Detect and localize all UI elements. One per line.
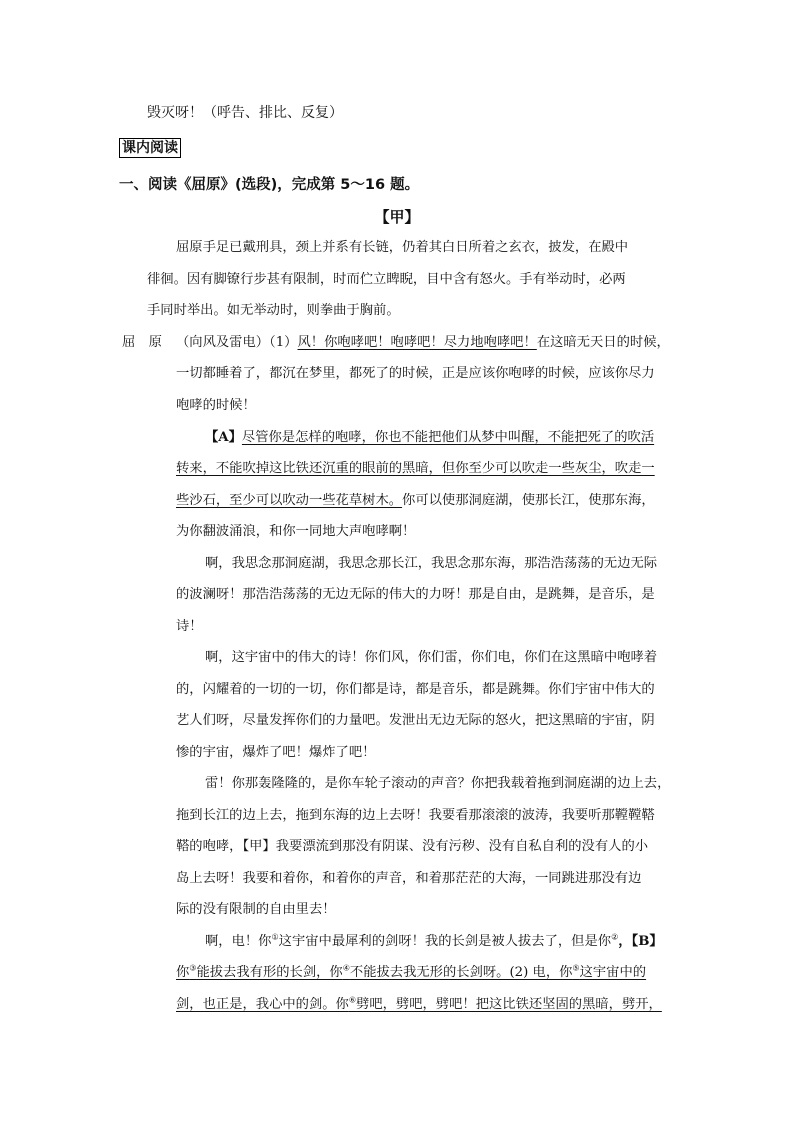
paragraph-4-line-4: 惨的宇宙，爆炸了吧！爆炸了吧！ <box>176 745 376 760</box>
blank-marker-3: ③ <box>189 963 197 973</box>
paragraph-1-line-1 <box>176 333 670 353</box>
section-label: 课内阅读 <box>119 138 181 158</box>
p6-text-h: 劈吧，劈吧，劈吧！把这比铁还坚固的黑暗，劈开， <box>356 997 662 1012</box>
paragraph-1-line-2: 一切都睡着了，都沉在梦里，都死了的时候，正是应该你咆哮的时候，应该你尽力 <box>176 366 655 381</box>
p6-text-c: 你 <box>176 965 190 980</box>
p6-text-d: 能拔去我有形的长剑，你 <box>196 965 343 980</box>
paragraph-5-line-4: 岛上去呀！我要和着你，和着你的声音，和着那茫茫的大海，一同跳进那没有边 <box>176 871 642 886</box>
paragraph-4-line-1: 啊，这宇宙中的伟大的诗！你们风，你们雷，你们电，你们在这黑暗中咆哮着 <box>205 650 658 665</box>
p6-text-e: 不能拔去我无形的长剑呀。(2) 电，你 <box>349 965 573 980</box>
p2-l3-rest: 你可以使那洞庭湖，使那长江，使那东海， <box>402 493 655 508</box>
paragraph-3-line-2: 的波澜呀！那浩浩荡荡的无边无际的伟大的力呀！那是自由，是跳舞，是音乐，是 <box>176 587 655 602</box>
p6-text-b: 这宇宙中最犀利的剑呀！我的长剑是被人拔去了，但是你 <box>278 934 612 949</box>
p2-l3-underlined: 些沙石，至少可以吹动一些花草树木。 <box>176 493 403 508</box>
p1-prefix: （向风及雷电）（1） <box>176 335 298 350</box>
paragraph-5-line-1: 雷！你那轰隆隆的，是你车轮子滚动的声音？你把我载着拖到洞庭湖的边上去， <box>205 776 671 791</box>
question-heading: 一、阅读《屈原》(选段)，完成第 5～16 题。 <box>119 177 420 193</box>
paragraph-2-line-3 <box>176 491 655 511</box>
paragraph-6-line-3 <box>176 995 662 1015</box>
marker-b: ，【B】 <box>618 934 663 949</box>
paragraph-4-line-3: 艺人们呀，尽量发挥你们的力量吧。发泄出无边无际的怒火，把这黑暗的宇宙，阴 <box>176 713 655 728</box>
blank-marker-5: ⑤ <box>572 963 580 973</box>
paragraph-2-line-1 <box>205 428 654 448</box>
p6-text-g: 剑，也正是，我心中的剑。你 <box>176 997 349 1012</box>
paragraph-5-line-3: 鞳的咆哮，【甲】我要漂流到那没有阴谋、没有污秽、没有自私自利的没有人的小 <box>176 839 649 854</box>
paragraph-3-line-3: 诗！ <box>176 619 203 634</box>
p1-underlined: 风！你咆哮吧！咆哮吧！尽力地咆哮吧！ <box>297 335 537 350</box>
speaker-name: 屈 原 <box>122 335 162 350</box>
paragraph-5-line-5: 际的没有限制的自由里去！ <box>176 902 336 917</box>
paragraph-4-line-2: 的，闪耀着的一切的一切，你们都是诗，都是音乐，都是跳舞。你们宇宙中伟大的 <box>176 682 655 697</box>
blank-marker-2: ② <box>611 932 619 942</box>
stage-direction-line-3: 手同时举出。如无举动时，则拳曲于胸前。 <box>147 303 400 318</box>
p1-suffix: 在这暗无天日的时候， <box>536 335 670 350</box>
top-line: 毁灭呀！（呼告、排比、反复） <box>147 105 343 121</box>
p6-text-a: 啊，电！你 <box>205 934 272 949</box>
stage-direction-line-1: 屈原手足已戴刑具，颈上并系有长链，仍着其白日所着之玄衣，披发，在殿中 <box>176 240 629 255</box>
blank-marker-6: ⑥ <box>348 995 357 1005</box>
paragraph-3-line-1: 啊，我思念那洞庭湖，我思念那长江，我思念那东海，那浩浩荡荡的无边无际 <box>205 556 658 571</box>
blank-marker-4: ④ <box>342 963 350 973</box>
paragraph-6-line-2 <box>176 963 646 983</box>
paragraph-5-line-2: 拖到长江的边上去，拖到东海的边上去呀！我要看那滚滚的波涛，我要听那鞺鞺鞳 <box>176 808 655 823</box>
blank-marker-1: ① <box>271 932 279 942</box>
paragraph-2-line-2: 转来，不能吹掉这比铁还沉重的眼前的黑暗，但你至少可以吹走一些灰尘，吹走一 <box>176 461 655 476</box>
passage-subtitle: 【甲】 <box>374 208 420 226</box>
paragraph-2-line-4: 为你翻波涌浪，和你一同地大声咆哮啊！ <box>176 524 416 539</box>
paragraph-1-line-3: 咆哮的时候！ <box>176 398 256 413</box>
stage-direction-line-2: 徘徊。因有脚镣行步甚有限制，时而伫立睥睨，目中含有怒火。手有举动时，必两 <box>147 272 626 287</box>
p2-l1: 尽管你是怎样的咆哮，你也不能把他们从梦中叫醒，不能把死了的吹活 <box>241 430 655 445</box>
marker-a: 【A】 <box>205 430 242 445</box>
p6-text-f: 这宇宙中的 <box>579 965 647 980</box>
paragraph-6-line-1 <box>205 932 663 952</box>
